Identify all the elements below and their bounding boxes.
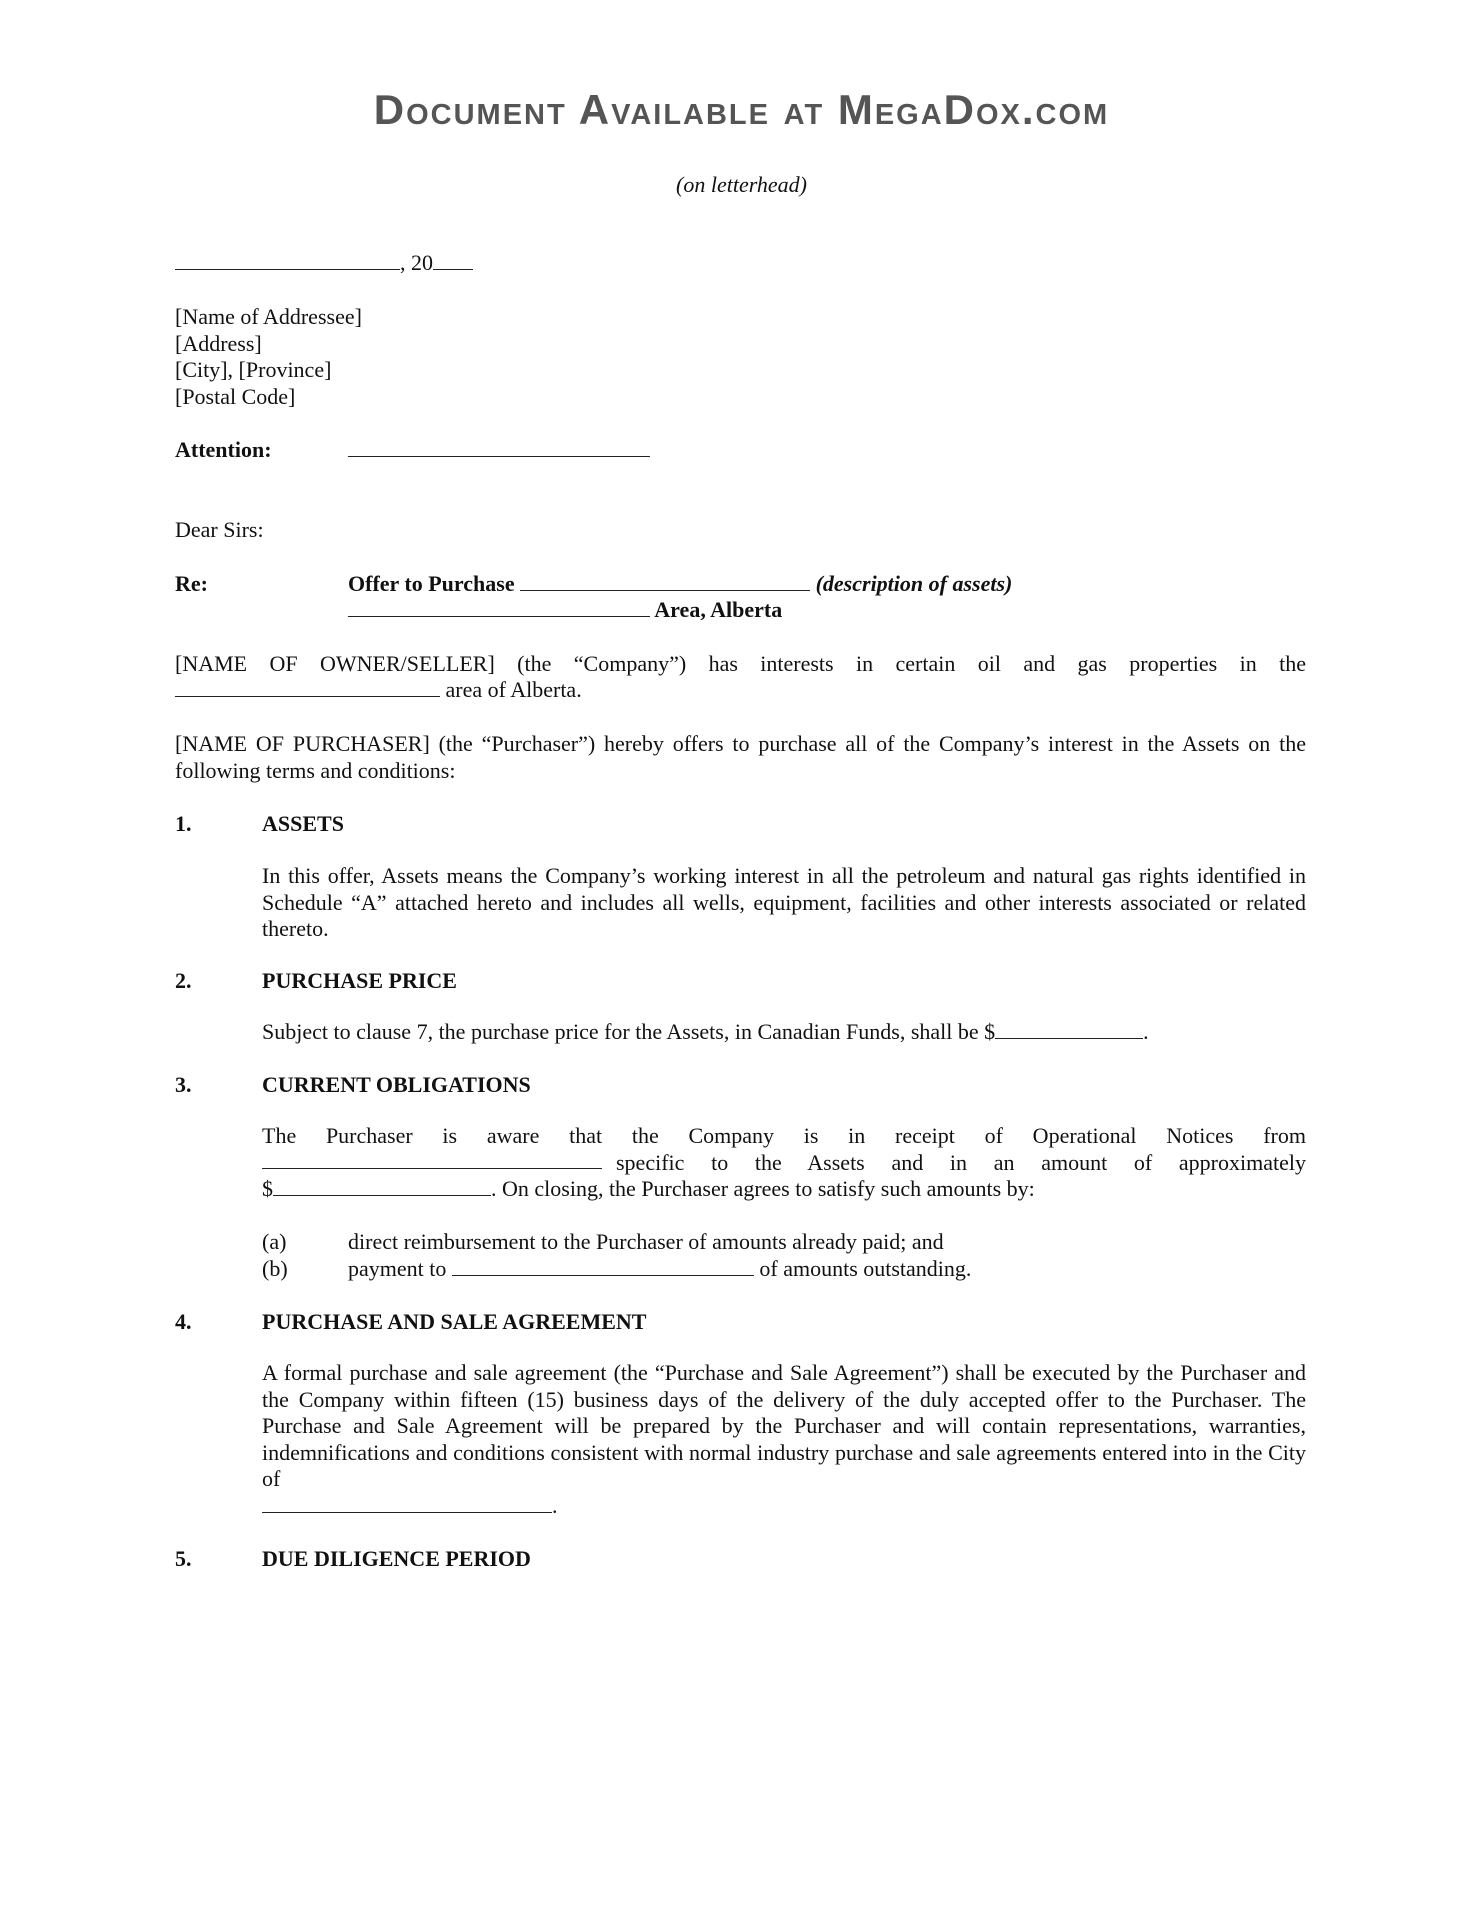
city-blank [262, 1494, 552, 1513]
intro-paragraph-1-line1: [NAME OF OWNER/SELLER] (the “Company”) has interests in certain oil and gas properties in the [175, 651, 1306, 676]
section-3-line2-text: specific to the Assets and in an amount of approximately [616, 1150, 1306, 1175]
section-3-line2 [262, 1150, 1306, 1176]
intro-area-text: area of Alberta. [445, 677, 582, 702]
section-4-heading: PURCHASE AND SALE AGREEMENT [262, 1309, 647, 1334]
section-1-heading: ASSETS [262, 811, 344, 836]
section-3-line1: The Purchaser is aware that the Company is in receipt of Operational Notices from [262, 1123, 1306, 1148]
watermark-title: Document Available at MegaDox.com [373, 86, 1110, 133]
addressee-city: [City], [Province] [175, 357, 332, 382]
description-hint: (description of assets) [815, 571, 1013, 596]
addressee-address: [Address] [175, 330, 262, 356]
intro-paragraph-2: [NAME OF PURCHASER] (the “Purchaser”) hereby offers to purchase all of the Company’s interest in the Assets on the following terms and conditions: [175, 731, 1306, 783]
item-b-text [348, 1256, 971, 1282]
section-2-heading: PURCHASE PRICE [262, 968, 457, 993]
intro-paragraph-1-line2 [175, 677, 582, 703]
section-2-body [262, 1019, 1149, 1045]
letterhead-note: (on letterhead) [676, 172, 807, 197]
item-b-label: (b) [262, 1256, 288, 1281]
attention-label: Attention: [175, 437, 272, 462]
section-4-number: 4. [175, 1309, 192, 1334]
date-blank [175, 251, 400, 270]
addressee-name: [Name of Addressee] [175, 304, 362, 329]
section-3-number: 3. [175, 1072, 192, 1097]
section-3-line3-text: . On closing, the Purchaser agrees to satisfy such amounts by: [491, 1176, 1035, 1201]
amount-blank [273, 1177, 491, 1196]
dollar-sign: $ [262, 1176, 273, 1201]
date-year-prefix: , 20 [400, 250, 433, 275]
item-b-suffix: of amounts outstanding. [759, 1256, 972, 1281]
item-b-prefix: payment to [348, 1256, 447, 1281]
section-1-body: In this offer, Assets means the Company’s working interest in all the petroleum and natural gas rights identified in Schedule “A” attached hereto and includes all wells, equipment, facilities and other interests associated or related thereto. [262, 863, 1306, 941]
assets-description-blank [520, 572, 810, 591]
section-5-number: 5. [175, 1546, 192, 1571]
item-a-text: direct reimbursement to the Purchaser of amounts already paid; and [348, 1229, 944, 1254]
re-label: Re: [175, 571, 208, 596]
section-3-heading: CURRENT OBLIGATIONS [262, 1072, 531, 1097]
re-area-suffix: Area, Alberta [654, 597, 783, 622]
area-blank [348, 598, 650, 617]
payee-blank [452, 1257, 754, 1276]
area-name-blank [175, 678, 440, 697]
year-blank [433, 251, 473, 270]
re-subject-line1 [348, 571, 1012, 597]
item-a-label: (a) [262, 1229, 287, 1254]
salutation: Dear Sirs: [175, 517, 264, 542]
section-5-heading: DUE DILIGENCE PERIOD [262, 1546, 531, 1571]
re-subject-line2 [348, 597, 782, 623]
purchase-price-text: Subject to clause 7, the purchase price for the Assets, in Canadian Funds, shall be $ [262, 1019, 996, 1044]
attention-blank [348, 438, 650, 457]
addressee-postal: [Postal Code] [175, 383, 296, 409]
notices-source-blank [262, 1150, 602, 1169]
section-4-city-line [262, 1493, 558, 1519]
section-1-number: 1. [175, 811, 192, 836]
section-4-body: A formal purchase and sale agreement (the “Purchase and Sale Agreement”) shall be executed by the Purchaser and the Company within fifteen (15) business days of the delivery of the duly accepted offer to the Purchaser. The Purchase and Sale Agreement will be prepared by the Purchaser and will contain representations, warranties, indemnifications and conditions consistent with normal industry purchase and sale agreements entered into in the City of [262, 1360, 1306, 1491]
section-3-line3 [262, 1176, 1035, 1202]
date-line [175, 250, 473, 276]
section-2-number: 2. [175, 968, 192, 993]
addressee-block [175, 304, 362, 410]
purchase-price-end: . [1143, 1019, 1149, 1044]
re-offer-prefix: Offer to Purchase [348, 571, 515, 596]
purchase-price-blank [995, 1020, 1143, 1039]
section-4-end: . [552, 1493, 558, 1518]
